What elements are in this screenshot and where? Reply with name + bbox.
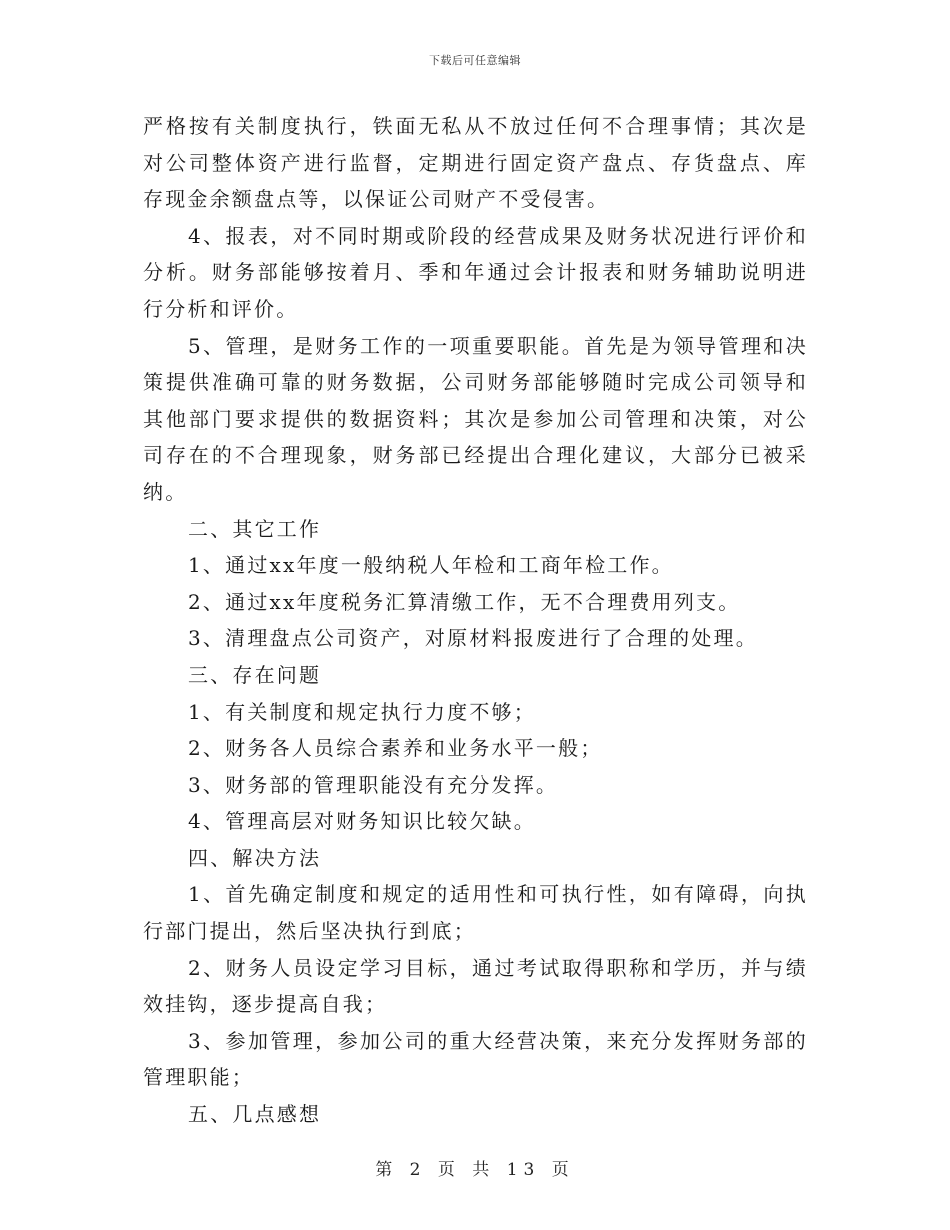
paragraph: 1、有关制度和规定执行力度不够； (188, 699, 536, 724)
paragraph: 四、解决方法 (188, 845, 322, 870)
page-header-note: 下载后可任意编辑 (429, 54, 521, 67)
document-body (143, 108, 808, 1133)
paragraph: 二、其它工作 (188, 516, 322, 541)
paragraph: 4、管理高层对财务知识比较欠缺。 (188, 809, 536, 834)
paragraph: 1、首先确定制度和规定的适用性和可执行性，如有障碍，向执行部门提出，然后坚决执行到底； (143, 882, 808, 944)
paragraph: 3、清理盘点公司资产，对原材料报废进行了合理的处理。 (188, 626, 758, 651)
paragraph: 2、通过xx年度税务汇算清缴工作，无不合理费用列支。 (188, 589, 741, 614)
paragraph: 3、财务部的管理职能没有充分发挥。 (188, 772, 559, 797)
paragraph: 2、财务人员设定学习目标，通过考试取得职称和学历，并与绩效挂钩，逐步提高自我； (143, 955, 808, 1017)
paragraph: 3、参加管理，参加公司的重大经营决策，来充分发挥财务部的管理职能； (143, 1028, 808, 1090)
paragraph: 2、财务各人员综合素养和业务水平一般； (188, 736, 603, 761)
paragraph: 严格按有关制度执行，铁面无私从不放过任何不合理事情；其次是对公司整体资产进行监督，定期进行固定资产盘点、存货盘点、库存现金余额盘点等，以保证公司财产不受侵害。 (143, 114, 808, 212)
paragraph: 五、几点感想 (188, 1102, 322, 1127)
paragraph: 1、通过xx年度一般纳税人年检和工商年检工作。 (188, 553, 674, 578)
paragraph: 三、存在问题 (188, 662, 322, 687)
paragraph: 4、报表，对不同时期或阶段的经营成果及财务状况进行评价和分析。财务部能够按着月、季和年通过会计报表和财务辅助说明进行分析和评价。 (143, 223, 808, 321)
paragraph: 5、管理，是财务工作的一项重要职能。首先是为领导管理和决策提供准确可靠的财务数据，公司财务部能够随时完成公司领导和其他部门要求提供的数据资料；其次是参加公司管理和决策，对公司存在的不合理现象，财务部已经提出合理化建议，大部分已被采纳。 (143, 333, 808, 504)
page-number-footer: 第 2 页 共 13 页 (375, 1160, 575, 1180)
